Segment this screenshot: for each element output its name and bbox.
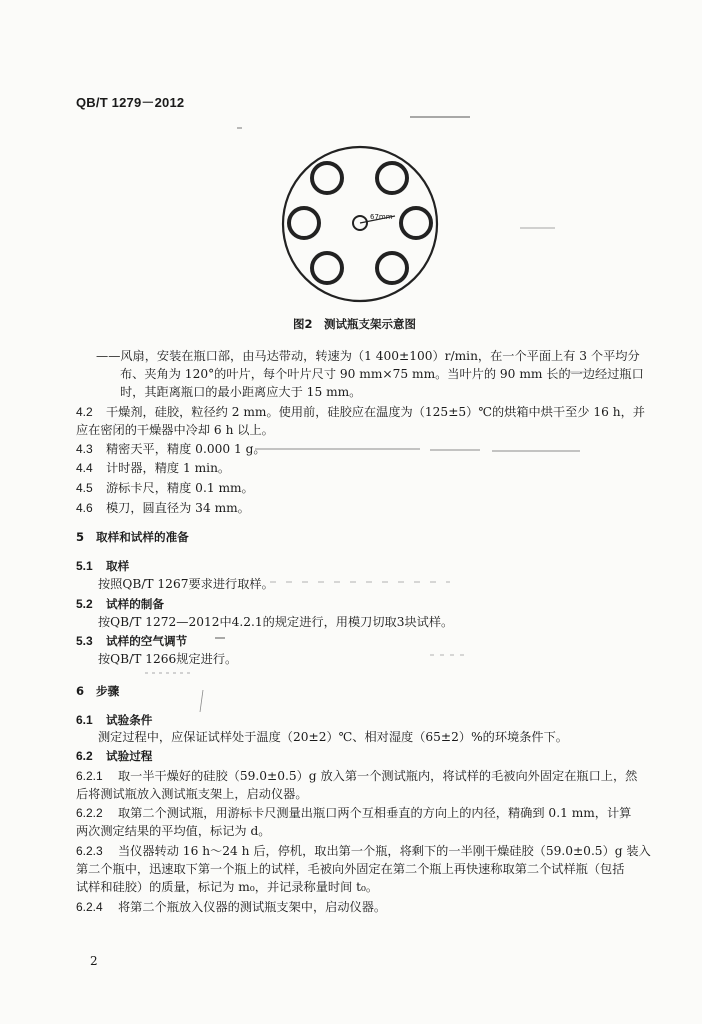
standard-code: QB/T 1279－2012 — [76, 95, 185, 110]
para-text: 取一半干燥好的硅胶（59.0±0.5）g 放入第一个测试瓶内，将试样的毛被向外固定在瓶口上，然 — [118, 769, 638, 783]
section-num: 5.2 — [76, 597, 93, 611]
section-title: 试样的空气调节 — [106, 634, 188, 648]
section-num: 5 — [76, 530, 85, 544]
section-title: 取样和试样的准备 — [96, 530, 189, 544]
para-text: 将第二个瓶放入仪器的测试瓶支架中，启动仪器。 — [118, 900, 387, 914]
para-num: 6.2.4 — [76, 900, 103, 914]
fan-desc-line-3: 时，其距离瓶口的最小距离应大于 15 mm。 — [120, 385, 362, 399]
section-title: 取样 — [106, 559, 130, 573]
item-text: 干燥剂，硅胶，粒径约 2 mm。使用前，硅胶应在温度为（125±5）℃的烘箱中烘干至少 16 h，并 — [106, 405, 645, 419]
para-num: 6.2.3 — [76, 844, 103, 858]
section-5-1-body: 按照QB/T 1267要求进行取样。 — [98, 577, 274, 591]
item-text: 精密天平，精度 0.000 1 g。 — [106, 442, 266, 456]
section-title: 试验条件 — [106, 713, 153, 727]
para-6-2-2-line-2: 两次测定结果的平均值，标记为 d。 — [76, 824, 271, 838]
item-num: 4.6 — [76, 501, 93, 515]
para-num: 6.2.2 — [76, 806, 103, 820]
para-text: 当仪器转动 16 h～24 h 后，停机，取出第一个瓶，将剩下的一半刚干燥硅胶（59.0±0.5）g 装入 — [118, 844, 651, 858]
section-num: 6.1 — [76, 713, 93, 727]
section-5-2-body: 按QB/T 1272—2012中4.2.1的规定进行，用模刀切取3块试样。 — [98, 615, 454, 629]
section-num: 5.3 — [76, 634, 93, 648]
section-title: 步骤 — [96, 684, 120, 698]
dimension-label: 67mm — [370, 213, 393, 221]
section-num: 6.2 — [76, 749, 93, 763]
item-text: 模刀，圆直径为 34 mm。 — [106, 501, 250, 515]
item-num: 4.3 — [76, 442, 93, 456]
para-6-2-3-line-3: 试样和硅胶）的质量，标记为 m₀，并记录称量时间 t₀。 — [76, 880, 379, 894]
item-4-2-cont: 应在密闭的干燥器中冷却 6 h 以上。 — [76, 423, 274, 437]
item-text: 游标卡尺，精度 0.1 mm。 — [106, 481, 254, 495]
item-num: 4.2 — [76, 405, 93, 419]
section-6-1-body: 测定过程中，应保证试样处于温度（20±2）℃、相对湿度（65±2）%的环境条件下。 — [98, 730, 568, 744]
section-title: 试验过程 — [106, 749, 153, 763]
section-num: 6 — [76, 684, 85, 698]
page-number: 2 — [90, 954, 98, 968]
section-title: 试样的制备 — [106, 597, 164, 611]
figure-caption: 图2 测试瓶支架示意图 — [293, 317, 417, 331]
fan-desc-line-2: 布、夹角为 120°的叶片，每个叶片尺寸 90 mm×75 mm。当叶片的 90 mm 长的一边经过瓶口 — [120, 367, 644, 381]
para-6-2-3-line-2: 第二个瓶中，迅速取下第一个瓶上的试样，毛被向外固定在第二个瓶上再快速称取第二个试样瓶（包括 — [76, 862, 625, 876]
fan-desc-line-1: ——风扇，安装在瓶口部，由马达带动，转速为（1 400±100）r/min，在一个平面上有 3 个平均分 — [96, 349, 640, 363]
item-num: 4.4 — [76, 461, 93, 475]
para-6-2-1-line-2: 后将测试瓶放入测试瓶支架上，启动仪器。 — [76, 787, 308, 801]
item-text: 计时器，精度 1 min。 — [106, 461, 231, 475]
para-num: 6.2.1 — [76, 769, 103, 783]
para-text: 取第二个测试瓶，用游标卡尺测量出瓶口两个互相垂直的方向上的内径，精确到 0.1 mm，计算 — [118, 806, 632, 820]
section-num: 5.1 — [76, 559, 93, 573]
item-num: 4.5 — [76, 481, 93, 495]
section-5-3-body: 按QB/T 1266规定进行。 — [98, 652, 238, 666]
